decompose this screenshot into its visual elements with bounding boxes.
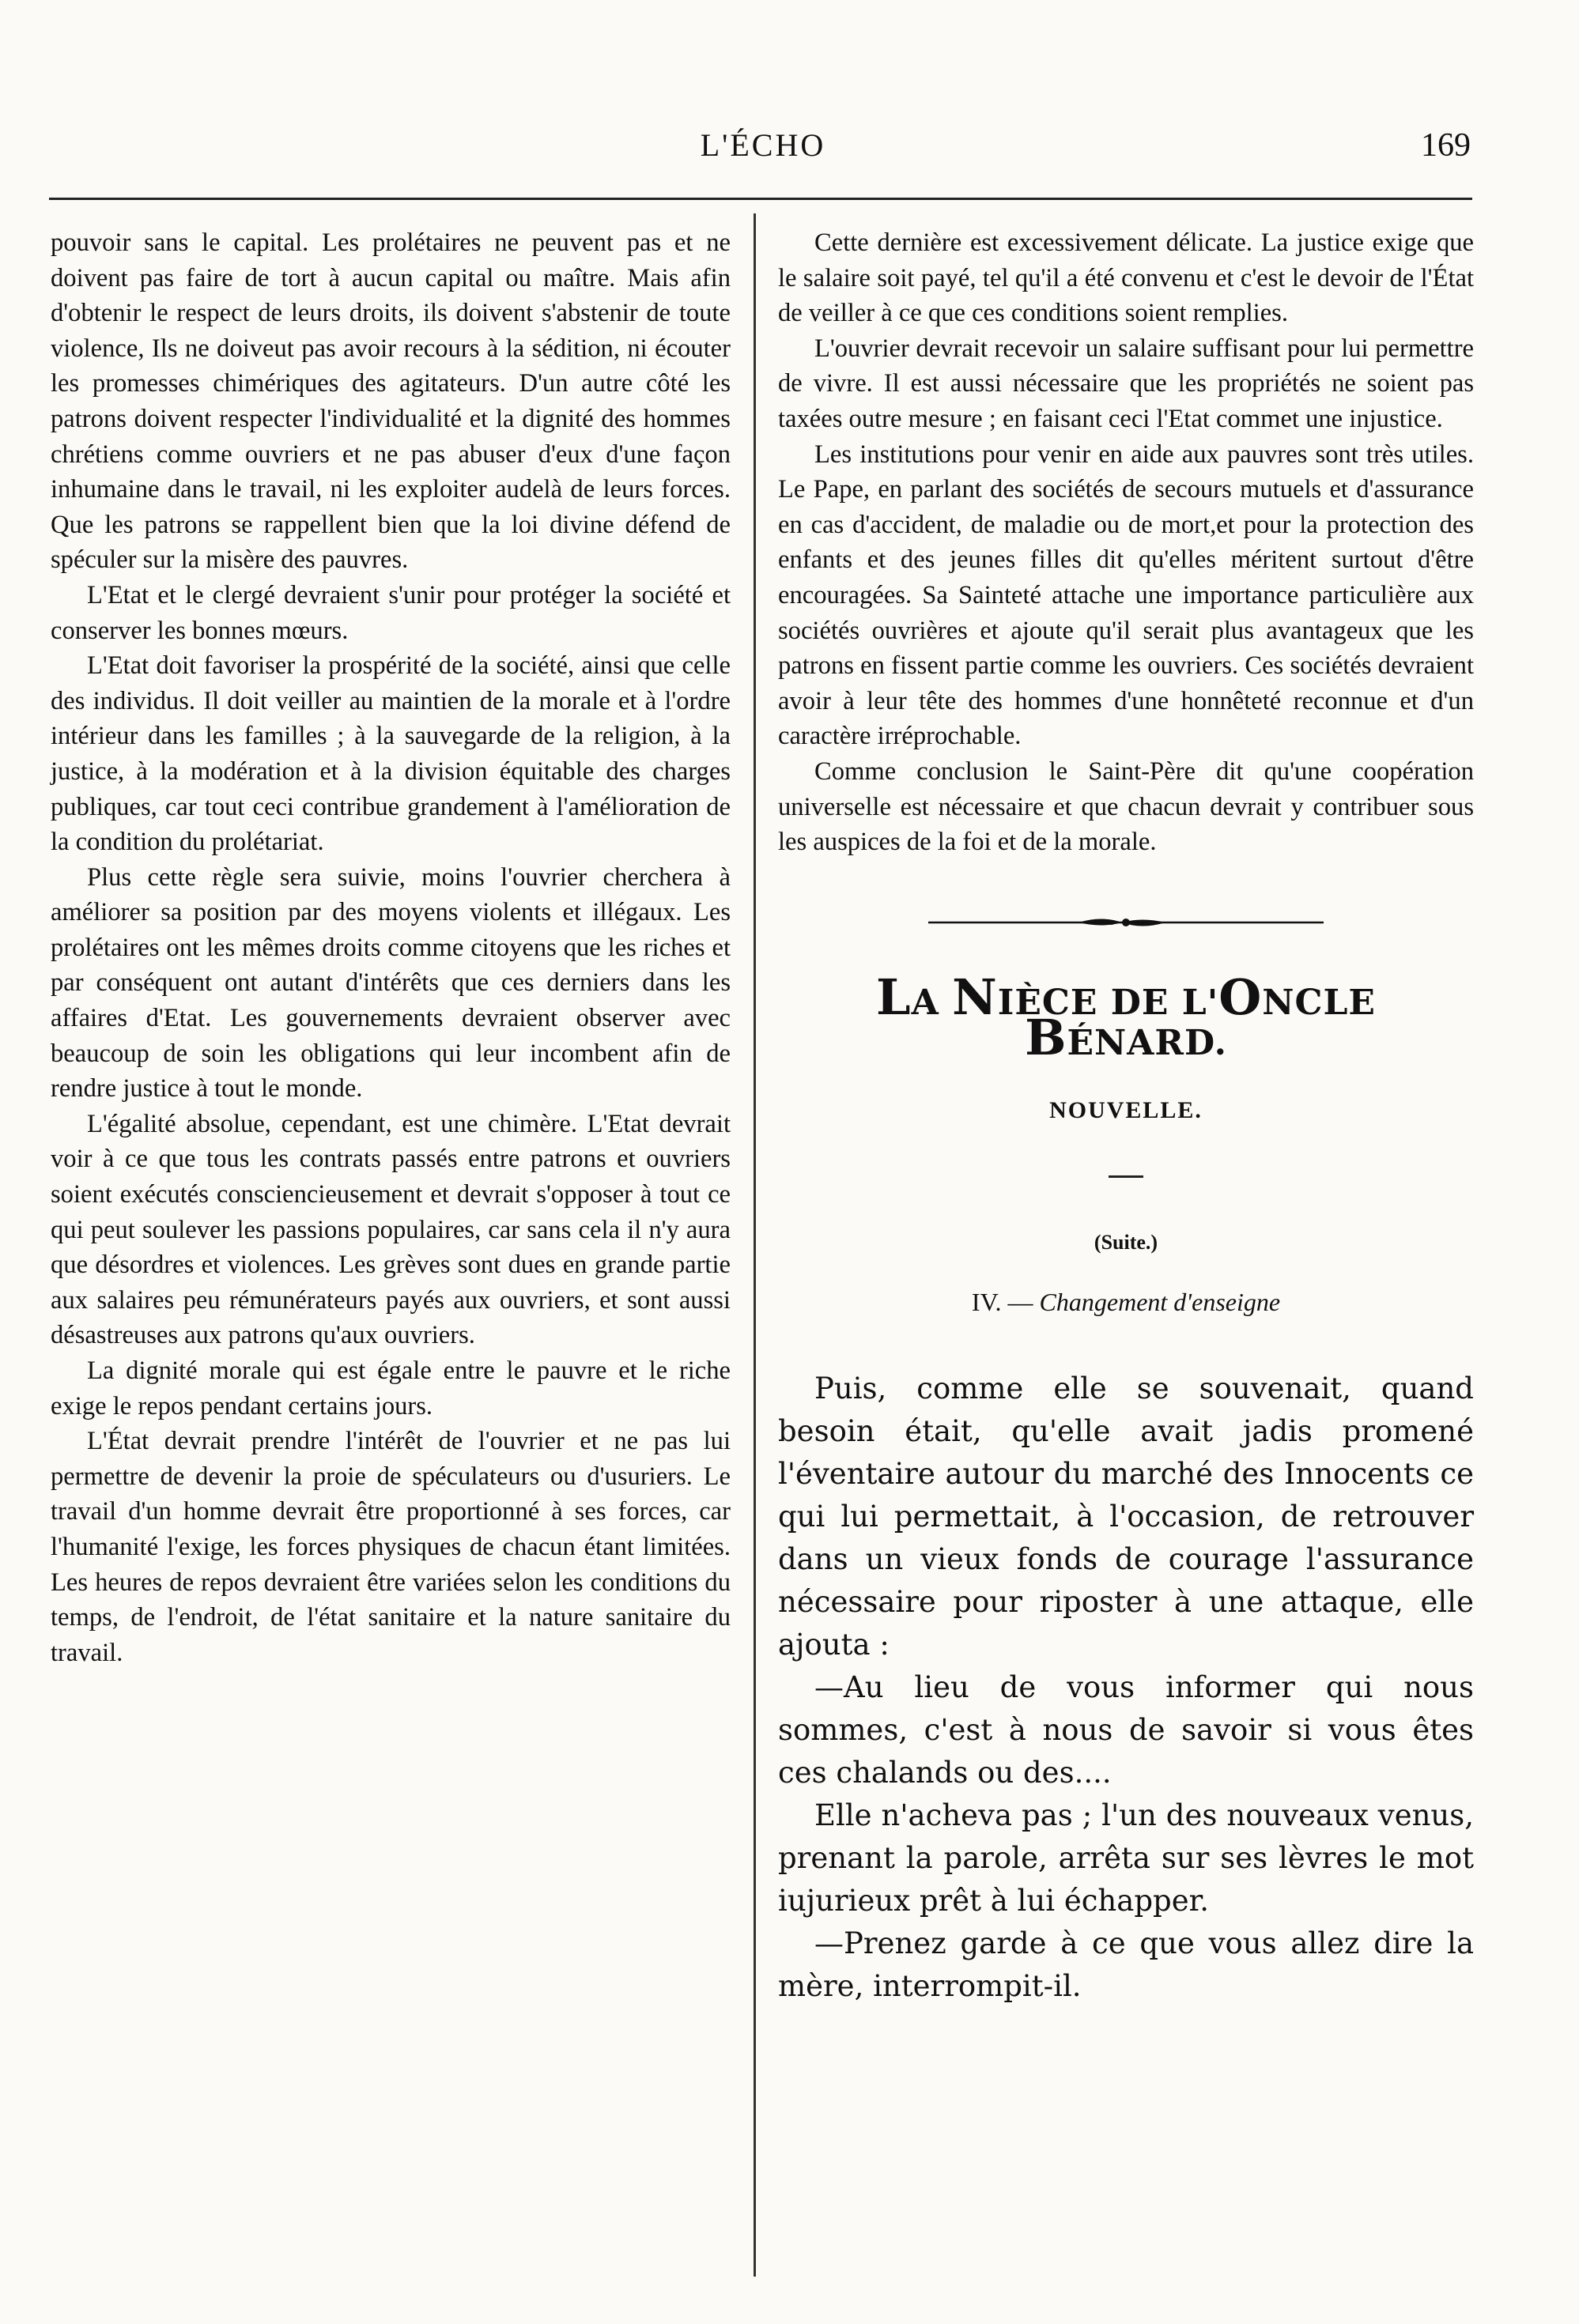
chapter-heading: [778, 1285, 1474, 1320]
paragraph: L'ouvrier devrait recevoir un salaire suffisant pour lui permettre de vivre. Il est aussi nécessaire que les propriétés ne soient pas taxées outre mesure ; en faisant ceci l'Etat commet une injustice.: [778, 334, 1474, 433]
left-column: [51, 225, 731, 1670]
title-initial: O: [1218, 968, 1263, 1026]
story-paragraph: —Prenez garde à ce que vous allez dire la mère, interrompit-il.: [778, 1926, 1474, 2003]
title-initial: L: [876, 968, 912, 1026]
paragraph: pouvoir sans le capital. Les prolétaires ne peuvent pas et ne doivent pas faire de tort à aucun capital ou maître. Mais afin d'obtenir le respect de leurs droits, ils doivent s'abstenir de toute violence, Ils ne doiveut pas avoir recours à la sédition, ni écouter les promesses chimériques des agitateurs. D'un autre côté les patrons doivent respecter l'individualité et la dignité des hommes chrétiens comme ouvriers et ne pas abuser d'eux d'une façon inhumaine dans le travail, ni les exploiter audelà de leurs forces. Que les patrons se rappellent bien que la loi divine défend de spéculer sur la misère des pauvres.: [51, 228, 731, 575]
column-divider: [754, 213, 756, 2277]
paragraph: Cette dernière est excessivement délicate. La justice exige que le salaire soit payé, tel qu'il a été convenu et c'est le devoir de l'État de veiller à ce que ces conditions soient remplies.: [778, 228, 1474, 328]
paragraph: Comme conclusion le Saint-Père dit qu'une coopération universelle est nécessaire et que chacun devrait y contribuer sous les auspices de la foi et de la morale.: [778, 756, 1474, 857]
right-column: [778, 225, 1474, 2008]
story-paragraph: —Au lieu de vous informer qui nous sommes, c'est à nous de savoir si vous êtes ces chalands ou des....: [778, 1669, 1474, 1790]
title-initial: B: [1025, 1009, 1067, 1067]
story-paragraph: Puis, comme elle se souvenait, quand besoin était, qu'elle avait jadis promené l'éventaire autour du marché des Innocents ce qui lui permettait, à l'occasion, de retrouver dans un vieux fonds de courage l'assurance nécessaire pour riposter à une attaque, elle ajouta :: [778, 1371, 1474, 1662]
paragraph: La dignité morale qui est égale entre le pauvre et le riche exige le repos pendant certains jours.: [51, 1356, 731, 1420]
paragraph: L'égalité absolue, cependant, est une chimère. L'Etat devrait voir à ce que tous les contrats passés entre patrons et ouvriers soient exécutés consciencieusement et devrait s'opposer à tout ce qui peut soulever les passions populaires, car sans cela il n'y aura que désordres et violences. Les grèves sont dues en grande partie aux salaires peu rémunérateurs payés aux ouvriers, et sont aussi désastreuses aux patrons qu'aux ouvriers.: [51, 1109, 731, 1350]
running-header: [55, 119, 1471, 182]
paragraph: Plus cette règle sera suivie, moins l'ouvrier cherchera à améliorer sa position par des moyens violents et illégaux. Les prolétaires ont les mêmes droits comme citoyens que les riches et par conséquent ont autant d'intérêts que ces derniers dans les affaires d'Etat. Les gouvernements devraient observer avec beaucoup de soin les obligations qui leur incombent afin de rendre justice à tout le monde.: [51, 862, 731, 1104]
short-dash: [1109, 1175, 1143, 1178]
story-genre: NOUVELLE.: [1049, 1096, 1203, 1123]
story-title: [778, 968, 1474, 1067]
title-text: L': [1181, 982, 1219, 1023]
ornament-divider: [928, 914, 1324, 931]
title-text: A: [911, 982, 953, 1023]
title-text: IÈCE DE: [997, 982, 1182, 1023]
header-rule: [49, 198, 1472, 200]
paragraph: Les institutions pour venir en aide aux pauvres sont très utiles. Le Pape, en parlant des sociétés de secours mutuels et d'assurance en cas d'accident, de maladie ou de mort,et pour la protection des enfants et des jeunes filles dit qu'elles méritent surtout d'être encouragées. Sa Sainteté attache une importance particulière aux sociétés ouvrières et ajoute qu'il serait plus avantageux que les patrons en fissent partie comme les ouvriers. Ces sociétés devraient avoir à leur tête des hommes d'une honnêteté reconnue et d'un caractère irréprochable.: [778, 440, 1474, 751]
paragraph: L'Etat et le clergé devraient s'unir pour protéger la société et conserver les bonnes mœurs.: [51, 580, 731, 645]
story-body: [778, 1368, 1474, 2008]
journal-title: L'ÉCHO: [700, 127, 826, 163]
paragraph: L'État devrait prendre l'intérêt de l'ouvrier et ne pas lui permettre de devenir la proie de spéculateurs ou d'usuriers. Le travail d'un homme devrait être proportionné à ses forces, car l'humanité l'exige, les forces physiques de chacun étant limitées. Les heures de repos devraient être variées selon les conditions du temps, de l'endroit, de l'état sanitaire et la nature sanitaire du travail.: [51, 1427, 731, 1667]
chapter-number: IV. —: [971, 1288, 1033, 1317]
chapter-title: Changement d'enseigne: [1039, 1288, 1281, 1317]
paragraph: L'Etat doit favoriser la prospérité de la société, ainsi que celle des individus. Il doit veiller au maintien de la morale et à l'ordre intérieur dans les familles ; à la sauvegarde de la religion, à la justice, à la modération et à la division équitable des charges publiques, car tout ceci contribue grandement à l'amélioration de la condition du prolétariat.: [51, 651, 731, 857]
title-text: ÉNARD.: [1067, 1023, 1227, 1064]
page-number: 169: [1421, 127, 1471, 164]
title-initial: N: [952, 968, 998, 1026]
story-paragraph: Elle n'acheva pas ; l'un des nouveaux venus, prenant la parole, arrêta sur ses lèvres le mot iujurieux prêt à lui échapper.: [778, 1798, 1474, 1918]
title-text: NCLE: [1262, 982, 1376, 1023]
continued-label: (Suite.): [1094, 1231, 1158, 1254]
